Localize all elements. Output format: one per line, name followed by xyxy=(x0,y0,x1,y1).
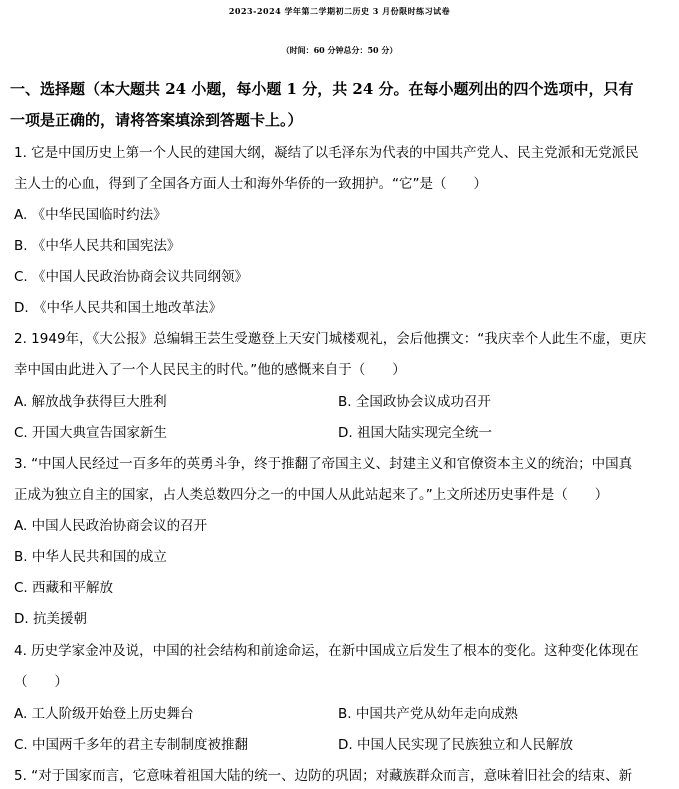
question-3-stem-line-1: 3. “中国人民经过一百多年的英勇斗争，终于推翻了帝国主义、封建主义和官僚资本主义的统治；中国真 xyxy=(14,456,633,472)
question-2-option-a: A. 解放战争获得巨大胜利 xyxy=(14,394,167,410)
question-5-stem-line-1: 5. “对于国家而言，它意味着祖国大陆的统一、边防的巩固；对藏族群众而言，意味着旧社会的结束、新 xyxy=(14,768,633,784)
question-4-option-a: A. 工人阶级开始登上历史舞台 xyxy=(14,706,194,722)
question-4-stem-line-1: 4. 历史学家金冲及说，中国的社会结构和前途命运，在新中国成立后发生了根本的变化。这种变化体现在 xyxy=(14,643,639,659)
question-3-option-b: B. 中华人民共和国的成立 xyxy=(14,549,167,565)
question-3-option-d: D. 抗美援朝 xyxy=(14,611,87,627)
question-3-stem-line-2: 正成为独立自主的国家，占人类总数四分之一的中国人从此站起来了。”上文所述历史事件是（ ） xyxy=(14,487,609,503)
question-4-option-b: B. 中国共产党从幼年走向成熟 xyxy=(338,706,518,722)
question-1-option-c: C. 《中国人民政治协商会议共同纲领》 xyxy=(14,269,249,285)
question-4-option-c: C. 中国两千多年的君主专制制度被推翻 xyxy=(14,737,249,753)
question-2-option-c: C. 开国大典宣告国家新生 xyxy=(14,425,168,441)
question-1-stem-line-2: 主人士的心血，得到了全国各方面人士和海外华侨的一致拥护。“它”是（ ） xyxy=(14,176,487,192)
exam-title: 2023-2024 学年第二学期初二历史 3 月份限时练习试卷 xyxy=(228,6,451,16)
question-2-stem-line-2: 幸中国由此进入了一个人民民主的时代。”他的感慨来自于（ ） xyxy=(14,362,406,378)
question-3-option-c: C. 西藏和平解放 xyxy=(14,580,114,596)
question-1-option-b: B. 《中华人民共和国宪法》 xyxy=(14,238,181,254)
question-2-option-b: B. 全国政协会议成功召开 xyxy=(338,394,491,410)
question-4-stem-line-2: （ ） xyxy=(14,674,68,690)
question-1-stem-line-1: 1. 它是中国历史上第一个人民的建国大纲，凝结了以毛泽东为代表的中国共产党人、民主党派和无党派民 xyxy=(14,145,639,161)
exam-subtitle: （时间：60 分钟总分：50 分） xyxy=(281,45,398,55)
question-2-option-d: D. 祖国大陆实现完全统一 xyxy=(338,425,492,441)
question-4-option-d: D. 中国人民实现了民族独立和人民解放 xyxy=(338,737,573,753)
question-1-option-a: A. 《中华民国临时约法》 xyxy=(14,207,167,223)
section-heading-line-2: 一项是正确的，请将答案填涂到答题卡上。） xyxy=(10,111,303,129)
question-3-option-a: A. 中国人民政治协商会议的召开 xyxy=(14,518,208,534)
question-1-option-d: D. 《中华人民共和国土地改革法》 xyxy=(14,300,222,316)
question-2-stem-line-1: 2. 1949年，《大公报》总编辑王芸生受邀登上天安门城楼观礼，会后他撰文：“我庆幸个人此生不虚，更庆 xyxy=(14,331,647,347)
section-heading-line-1: 一、选择题（本大题共 24 小题，每小题 1 分，共 24 分。在每小题列出的四个选项中，只有 xyxy=(10,80,634,98)
